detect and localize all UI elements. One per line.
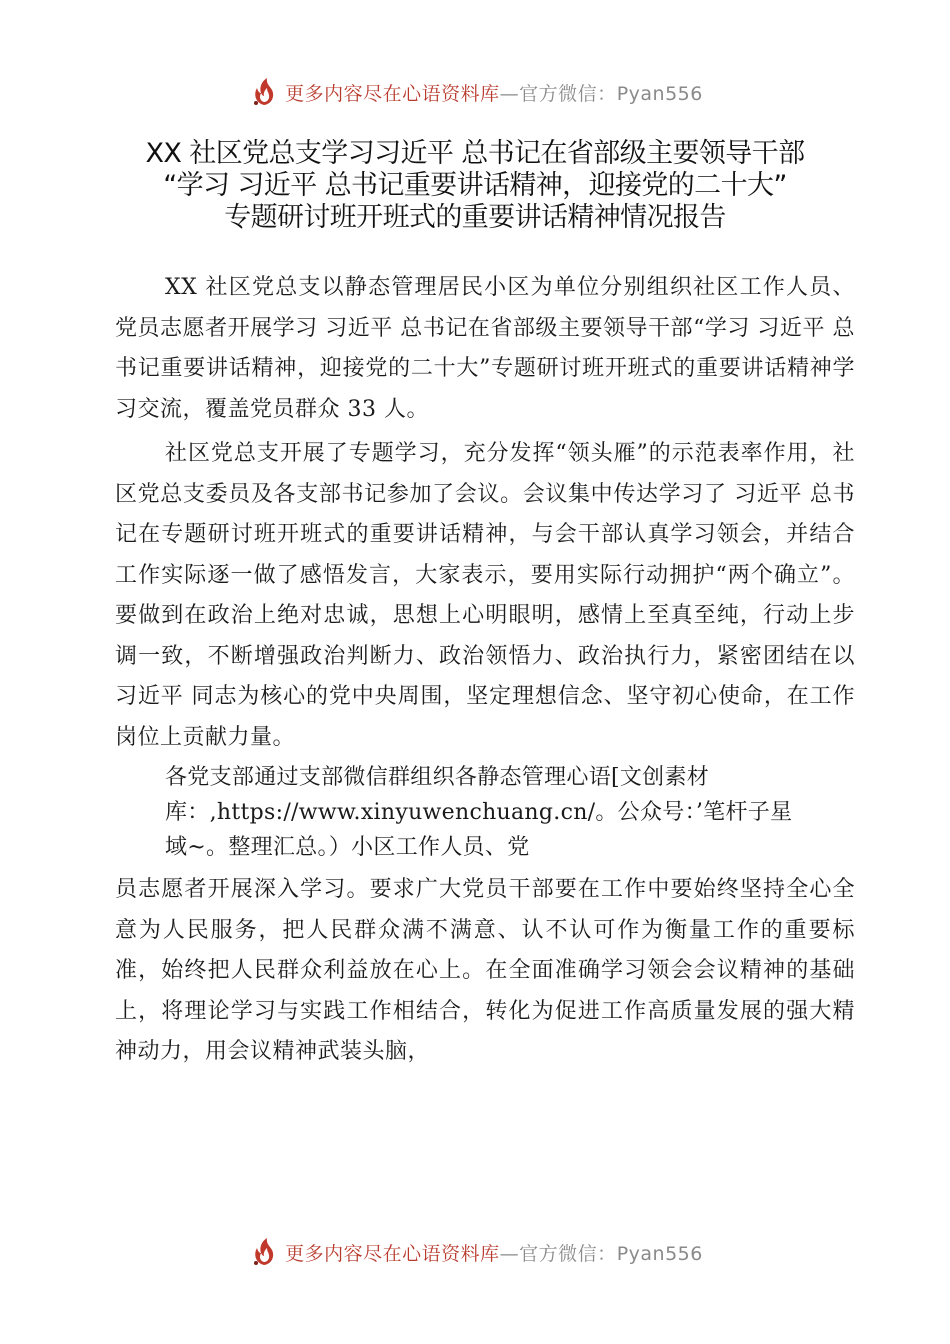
title-line-3: 专题研讨班开班式的重要讲话精神情况报告 bbox=[224, 202, 726, 233]
banner-wechat-label: 官方微信： bbox=[519, 1242, 617, 1265]
flame-logo-icon bbox=[247, 75, 281, 109]
banner-wechat-label: 官方微信： bbox=[519, 82, 617, 105]
paragraph-4: 员志愿者开展深入学习。要求广大党员干部要在工作中要始终坚持全心全意为人民服务，把人民群众满不满意、认不认可作为衡量工作的重要标准，始终把人民群众利益放在心上。在全面准确学习领会会议精神的基础上，将理论学习与实践工作相结合，转化为促进工作高质量发展的强大精神动力，用会议精神武装头脑， bbox=[115, 877, 855, 1064]
header-banner bbox=[0, 72, 950, 112]
title-line-2: “学习 习近平 总书记重要讲话精神，迎接党的二十大” bbox=[163, 170, 787, 201]
banner-dash: — bbox=[499, 1242, 520, 1265]
banner-wechat-id: Pyan556 bbox=[616, 1242, 703, 1265]
banner-text bbox=[285, 1239, 703, 1266]
paragraph-3-line-1: 各党支部通过支部微信群组织各静态管理心语[文创素材 bbox=[165, 765, 710, 790]
footer-banner bbox=[0, 1232, 950, 1272]
banner-wechat-id: Pyan556 bbox=[616, 82, 703, 105]
paragraph-3-line-2: 库：,https://www.xinyuwenchuang.cn/。公众号：’笔杆子星 bbox=[165, 800, 793, 825]
paragraph-1: XX 社区党总支以静态管理居民小区为单位分别组织社区工作人员、党员志愿者开展学习 习近平 总书记在省部级主要领导干部“学习 习近平 总书记重要讲话精神，迎接党的二十大”专题研讨班开班式的重要讲话精神学习交流，覆盖党员群众 33 人。 bbox=[115, 275, 855, 422]
banner-text bbox=[285, 79, 703, 106]
paragraph-2: 社区党总支开展了专题学习，充分发挥“领头雁”的示范表率作用，社区党总支委员及各支部书记参加了会议。会议集中传达学习了 习近平 总书记在专题研讨班开班式的重要讲话精神，与会干部认真学习领会，并结合工作实际逐一做了感悟发言，大家表示，要用实际行动拥护“两个确立”。要做到在政治上绝对忠诚，思想上心明眼明，感情上至真至纯，行动上步调一致，不断增强政治判断力、政治领悟力、政治执行力，紧密团结在以 习近平 同志为核心的党中央周围，坚定理想信念、坚守初心使命，在工作岗位上贡献力量。 bbox=[115, 441, 855, 750]
paragraph-3 bbox=[115, 760, 855, 865]
banner-site-name: 更多内容尽在心语资料库 bbox=[285, 82, 500, 105]
paragraph-3-line-3: 域~。整理汇总。）小区工作人员、党 bbox=[165, 835, 530, 860]
document-title bbox=[0, 138, 950, 234]
flame-logo-icon bbox=[247, 1235, 281, 1269]
document-body bbox=[115, 268, 855, 1073]
title-line-1: XX 社区党总支学习习近平 总书记在省部级主要领导干部 bbox=[145, 138, 805, 169]
banner-site-name: 更多内容尽在心语资料库 bbox=[285, 1242, 500, 1265]
banner-dash: — bbox=[499, 82, 520, 105]
